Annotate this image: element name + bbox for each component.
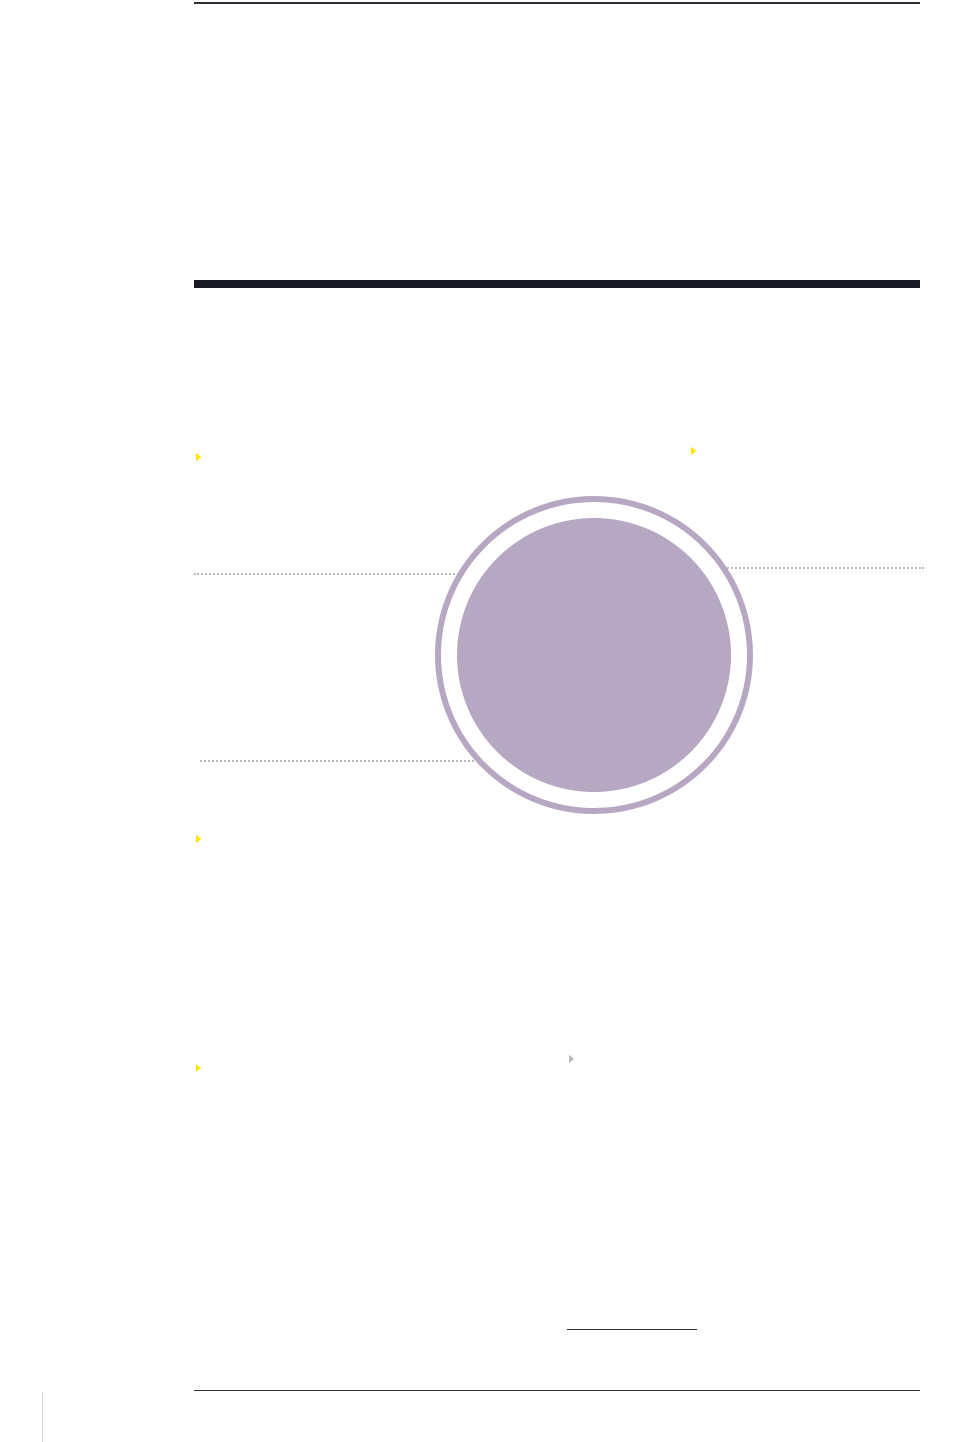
bullet-icon	[691, 447, 696, 455]
footnote-rule	[567, 1329, 697, 1330]
bullet-icon	[569, 1055, 574, 1063]
top-rule	[194, 2, 920, 4]
outcomes-circle	[457, 518, 731, 792]
processes-dotted-divider	[700, 567, 924, 569]
footer-rule	[194, 1390, 920, 1391]
figure-rule	[194, 280, 920, 288]
governance-dotted-divider	[194, 573, 494, 575]
bullet-icon	[196, 1064, 201, 1072]
body-right-column	[567, 1044, 927, 1049]
bullet-icon	[196, 453, 201, 461]
bullet-icon	[196, 835, 201, 843]
resources-dotted-divider	[200, 760, 506, 762]
page-number-divider	[42, 1392, 43, 1442]
body-left-column	[194, 1044, 544, 1058]
